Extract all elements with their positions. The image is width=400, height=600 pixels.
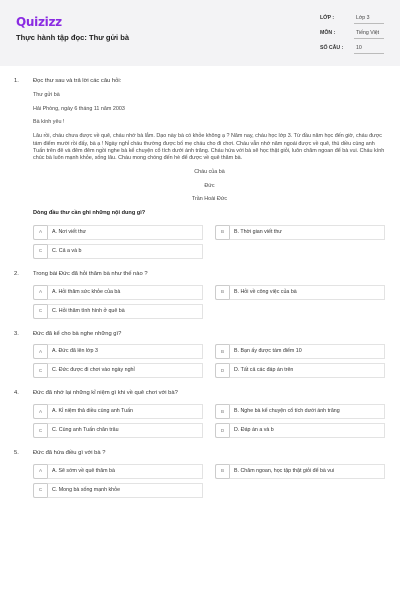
option-text: A. Nơi viết thư [47, 225, 203, 240]
option-letter: C [33, 304, 47, 319]
question-number: 1. [14, 78, 19, 84]
passage-body: Lâu rồi, cháu chưa được về quê, cháu nhớ bà lắm. Dạo này bà có khỏe không ạ ? Năm nay, cháu học lớp 3. Từ đầu năm học đến giờ, cháu được tám điểm mười rồi đấy, bà ạ ! Ngày nghỉ cháu thường được bố mẹ cháu cho đi chơi. Cháu vẫn nhớ năm ngoái được về quê, thú diều cùng anh Tuấn trên đê và đêm đêm ngồi nghe bà kể chuyện cổ tích dưới ánh trăng. Cháu hứa với bà sẽ học thật giỏi, luôn chăm ngoan để bà vui. Cháu kính chúc bà luôn mạnh khỏe, sống lâu. Cháu mong chóng đến hè để được về quê thăm bà. [33, 133, 385, 162]
answer-option-c[interactable] [33, 244, 203, 259]
meta-divider [354, 53, 384, 54]
option-text: A. Sẽ sớm về quê thăm bà [47, 464, 203, 479]
option-text: B. Nghe bà kể chuyện cổ tích dưới ánh trăng [229, 404, 385, 419]
passage-title: Thư gửi bà [33, 91, 60, 98]
answer-option-c[interactable] [33, 483, 203, 498]
option-letter: A [33, 225, 47, 240]
option-letter: B [215, 464, 229, 479]
option-letter: A [33, 285, 47, 300]
option-letter: B [215, 404, 229, 419]
meta-count-value: 10 [356, 45, 362, 51]
meta-class-label: LỚP : [320, 15, 335, 21]
option-text: B. Hỏi về công việc của bà [229, 285, 385, 300]
question-1 [14, 78, 386, 259]
answer-option-a[interactable] [33, 464, 203, 479]
question-2 [14, 271, 386, 319]
option-letter: A [33, 464, 47, 479]
answer-option-d[interactable] [215, 423, 385, 438]
question-5 [14, 450, 386, 498]
answer-option-c[interactable] [33, 363, 203, 378]
question-list [14, 78, 386, 510]
option-letter: C [33, 483, 47, 498]
option-letter: C [33, 244, 47, 259]
option-letter: C [33, 423, 47, 438]
option-letter: B [215, 344, 229, 359]
passage-signature-line: Cháu của bà [194, 168, 225, 175]
sub-question-text: Dòng đầu thư cần ghi những nội dung gì? [33, 210, 146, 217]
meta-class-row [320, 15, 384, 27]
meta-count-label: SỐ CÂU : [320, 45, 344, 51]
option-letter: C [33, 363, 47, 378]
quizizz-logo: Quizizz [16, 15, 62, 29]
answer-options [33, 404, 385, 438]
passage-date: Hải Phòng, ngày 6 tháng 11 năm 2003 [33, 105, 125, 112]
passage-greeting: Bà kính yêu ! [33, 119, 65, 126]
question-text: Trong bài Đức đã hỏi thăm bà như thế nào ? [33, 270, 148, 277]
option-letter: D [215, 423, 229, 438]
answer-options [33, 464, 385, 498]
question-number: 4. [14, 390, 19, 397]
option-text: D. Tất cả các đáp án trên [229, 363, 385, 378]
question-number: 5. [14, 450, 19, 457]
option-text: A. Hỏi thăm sức khỏe của bà [47, 285, 203, 300]
answer-option-b[interactable] [215, 404, 385, 419]
worksheet-title: Thực hành tập đọc: Thư gửi bà [16, 33, 130, 42]
question-number: 3. [14, 330, 19, 337]
answer-option-b[interactable] [215, 344, 385, 359]
meta-class-value: Lớp 3 [356, 15, 370, 21]
meta-divider [354, 38, 384, 39]
option-letter: B [215, 225, 229, 240]
question-text: Đức đã nhớ lại những kỉ niệm gì khi về quê chơi với bà? [33, 390, 178, 397]
option-text: B. Chăm ngoan, học tập thật giỏi để bà vui [229, 464, 385, 479]
meta-subject-value: Tiếng Việt [356, 30, 380, 36]
worksheet-header [0, 0, 400, 66]
option-text: A. Đức đã lên lớp 3 [47, 344, 203, 359]
meta-subject-row [320, 30, 384, 42]
option-letter: A [33, 404, 47, 419]
answer-option-c[interactable] [33, 304, 203, 319]
answer-options [33, 285, 385, 319]
meta-count-row [320, 45, 384, 57]
passage-signature-line: Đức [204, 182, 215, 189]
option-text: C. Mong bà sống mạnh khỏe [47, 483, 203, 498]
answer-options [33, 344, 385, 378]
question-text: Đức đã hứa điều gì với bà ? [33, 450, 106, 457]
answer-options [33, 225, 385, 259]
answer-option-d[interactable] [215, 363, 385, 378]
option-text: C. Cùng anh Tuấn chăn trâu [47, 423, 203, 438]
meta-subject-label: MÔN : [320, 30, 336, 36]
answer-option-a[interactable] [33, 344, 203, 359]
answer-option-a[interactable] [33, 404, 203, 419]
answer-option-b[interactable] [215, 285, 385, 300]
answer-option-c[interactable] [33, 423, 203, 438]
question-text: Đức đã kể cho bà nghe những gì? [33, 330, 122, 337]
option-letter: B [215, 285, 229, 300]
question-text: Đọc thư sau và trả lời các câu hỏi: [33, 78, 122, 84]
meta-divider [354, 23, 384, 24]
reading-passage [33, 92, 386, 204]
option-text: C. Cả a và b [47, 244, 203, 259]
option-text: A. Kỉ niệm thả diều cùng anh Tuấn [47, 404, 203, 419]
option-text: B. Thời gian viết thư [229, 225, 385, 240]
question-3 [14, 331, 386, 379]
option-text: C. Đức được đi chơi vào ngày nghỉ [47, 363, 203, 378]
passage-signature-line: Trần Hoài Đức [191, 196, 228, 203]
option-text: B. Bạn ấy được tám điểm 10 [229, 344, 385, 359]
answer-option-a[interactable] [33, 285, 203, 300]
question-4 [14, 390, 386, 438]
option-letter: A [33, 344, 47, 359]
answer-option-a[interactable] [33, 225, 203, 240]
question-number: 2. [14, 270, 19, 277]
option-letter: D [215, 363, 229, 378]
option-text: C. Hỏi thăm tình hình ở quê bà [47, 304, 203, 319]
answer-option-b[interactable] [215, 464, 385, 479]
option-text: D. Đáp án a và b [229, 423, 385, 438]
answer-option-b[interactable] [215, 225, 385, 240]
